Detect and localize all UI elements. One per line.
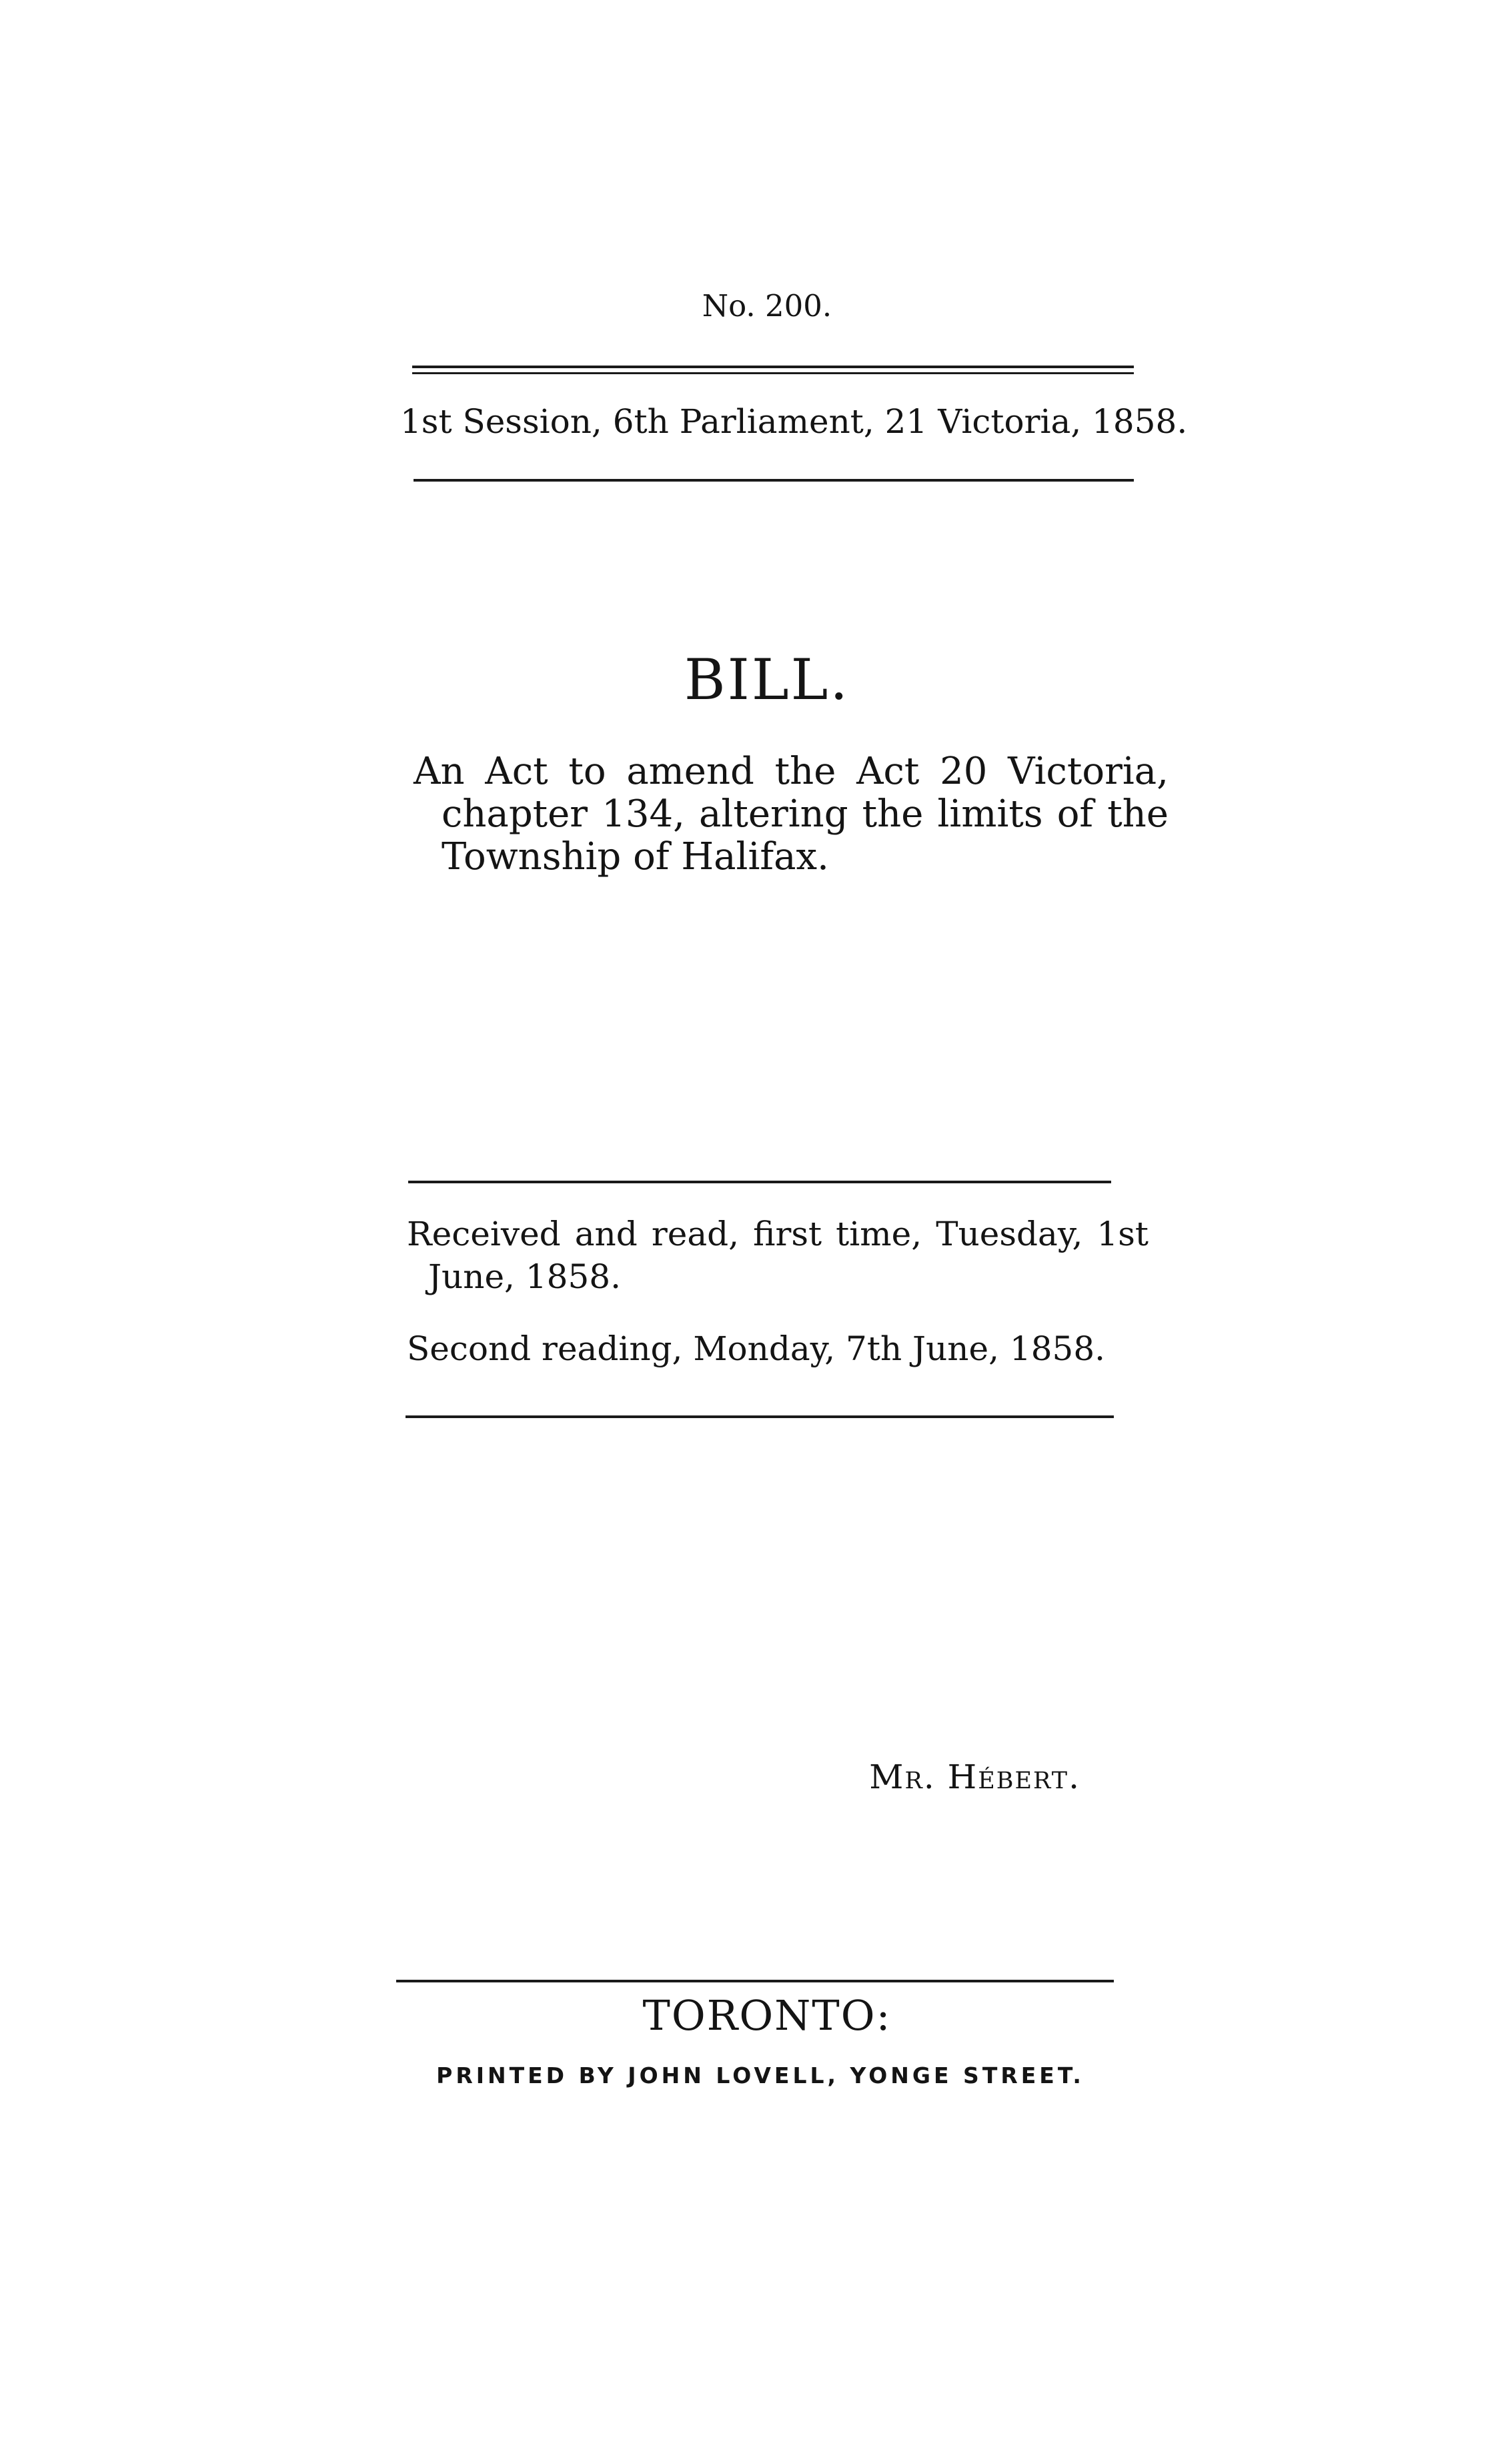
double-rule-top [412, 366, 1134, 368]
double-rule-top-second [412, 372, 1134, 374]
sponsor-name: Mr. Hébert. [869, 1758, 1080, 1796]
printer-city: TORONTO: [642, 1991, 892, 2040]
readings-top-rule [408, 1181, 1111, 1183]
printer-name: PRINTED BY JOHN LOVELL, YONGE STREET. [436, 2062, 1084, 2088]
bill-title: BILL. [684, 647, 850, 712]
session-line: 1st Session, 6th Parliament, 21 Victoria, 1858. [400, 402, 1188, 441]
first-reading-text: Received and read, first time, Tuesday, 1st June, 1858. [407, 1215, 1149, 1296]
readings-bottom-rule [406, 1415, 1114, 1418]
printer-rule [396, 1980, 1114, 1982]
second-reading-text: Second reading, Monday, 7th June, 1858. [407, 1329, 1106, 1368]
session-underline [414, 479, 1134, 482]
act-description: An Act to amend the Act 20 Victoria, chapter 134, altering the limits of the Township of Halifax. [414, 750, 1169, 878]
bill-number: No. 200. [702, 288, 832, 324]
